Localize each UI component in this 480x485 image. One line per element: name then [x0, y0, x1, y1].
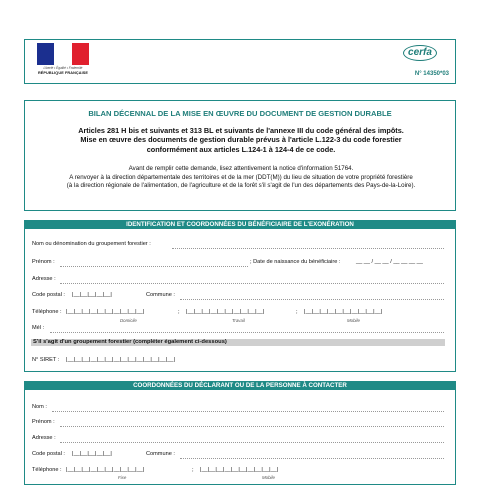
article-line: conformément aux articles L.124-1 à 124-4 de ce code. [146, 144, 336, 154]
notice-line: (à la direction régionale de l'alimentation, de l'agriculture et de la forêt s'il s'agit de l'un des départements des Pays-de-la-Loire). [66, 182, 416, 190]
commune-label: Commune : [146, 292, 175, 298]
nom-field[interactable] [172, 248, 444, 249]
declarant-adresse-label: Adresse : [32, 435, 56, 441]
date-naissance-label: ; Date de naissance du bénéficiaire : [250, 259, 341, 265]
article-line: Mise en œuvre des documents de gestion durable prévus à l'article L.122-3 du code forestier [80, 135, 402, 145]
code-postal-field[interactable]: |__|__|__|__|__| [72, 292, 112, 298]
section-beneficiaire [24, 229, 456, 372]
code-postal-label: Code postal : [32, 292, 65, 298]
declarant-commune-field[interactable] [180, 458, 444, 459]
declarant-nom-label: Nom : [32, 404, 47, 410]
form-title: BILAN DÉCENNAL DE LA MISE EN ŒUVRE DU DOCUMENT DE GESTION DURABLE [88, 109, 392, 118]
telephone-sublabel: Fixe [118, 475, 127, 480]
republique-francaise-logo [37, 43, 89, 81]
adresse-field[interactable] [60, 283, 444, 284]
date-naissance-field[interactable]: __ __ / __ __ / __ __ __ __ [356, 259, 423, 265]
notice-line: A renvoyer à la direction départementale des territoires et de la mer (DDT(M)) du lieu de situation de votre propriété forestière [69, 173, 413, 181]
declarant-commune-label: Commune : [146, 451, 175, 457]
siret-field[interactable]: |__|__|__|__|__|__|__|__|__|__|__|__|__|__| [66, 357, 175, 363]
mel-label: Mél : [32, 325, 45, 331]
commune-field[interactable] [180, 299, 444, 300]
declarant-adresse-field[interactable] [60, 442, 444, 443]
groupement-forestier-bar: S'il s'agit d'un groupement forestier (compléter également ci-dessous) [31, 339, 445, 346]
separator: ; [296, 309, 298, 315]
logo-text: RÉPUBLIQUE FRANÇAISE [37, 71, 89, 75]
declarant-nom-field[interactable] [52, 411, 444, 412]
declarant-prenom-label: Prénom : [32, 419, 55, 425]
telephone-label: Téléphone : [32, 309, 62, 315]
siret-label: N° SIRET : [32, 357, 60, 363]
article-line: Articles 281 H bis et suivants et 313 BL et suivants de l'annexe III du code général des impôts. [78, 126, 404, 135]
marianne-flag-icon [37, 43, 89, 65]
title-box [24, 100, 456, 211]
declarant-telephone-mobile-field[interactable]: |__|__|__|__|__|__|__|__|__|__| [200, 467, 279, 473]
telephone-travail-field[interactable]: |__|__|__|__|__|__|__|__|__|__| [186, 309, 265, 315]
separator: ; [178, 309, 180, 315]
form-header [24, 39, 456, 84]
notice-line: Avant de remplir cette demande, lisez attentivement la notice d'information 51764. [128, 165, 354, 172]
declarant-telephone-fixe-field[interactable]: |__|__|__|__|__|__|__|__|__|__| [66, 467, 145, 473]
declarant-telephone-label: Téléphone : [32, 467, 62, 473]
telephone-sublabel: Mobile [262, 475, 275, 480]
telephone-sublabel: Domicile [120, 318, 137, 323]
prenom-field[interactable] [60, 266, 248, 267]
legal-articles [35, 126, 447, 154]
section-heading-declarant: COORDONNÉES DU DÉCLARANT OU DE LA PERSONNE À CONTACTER [24, 381, 456, 390]
notice-text [31, 165, 451, 191]
logo-motto: Liberté • Égalité • Fraternité [43, 66, 83, 70]
telephone-sublabel: Travail [232, 318, 245, 323]
cerfa-logo: cerfa [403, 45, 437, 61]
telephone-mobile-field[interactable]: |__|__|__|__|__|__|__|__|__|__| [304, 309, 383, 315]
declarant-code-postal-field[interactable]: |__|__|__|__|__| [72, 451, 112, 457]
telephone-domicile-field[interactable]: |__|__|__|__|__|__|__|__|__|__| [66, 309, 145, 315]
mel-field[interactable] [50, 332, 444, 333]
nom-label: Nom ou dénomination du groupement forestier : [32, 241, 151, 247]
telephone-sublabel: Mobile [347, 318, 360, 323]
adresse-label: Adresse : [32, 276, 56, 282]
cerfa-number: N° 14350*03 [414, 71, 449, 77]
declarant-prenom-field[interactable] [60, 426, 444, 427]
separator: ; [192, 467, 194, 473]
declarant-code-postal-label: Code postal : [32, 451, 65, 457]
section-heading-beneficiaire: IDENTIFICATION ET COORDONNÉES DU BÉNÉFICIAIRE DE L'EXONÉRATION [24, 220, 456, 229]
prenom-label: Prénom : [32, 259, 55, 265]
